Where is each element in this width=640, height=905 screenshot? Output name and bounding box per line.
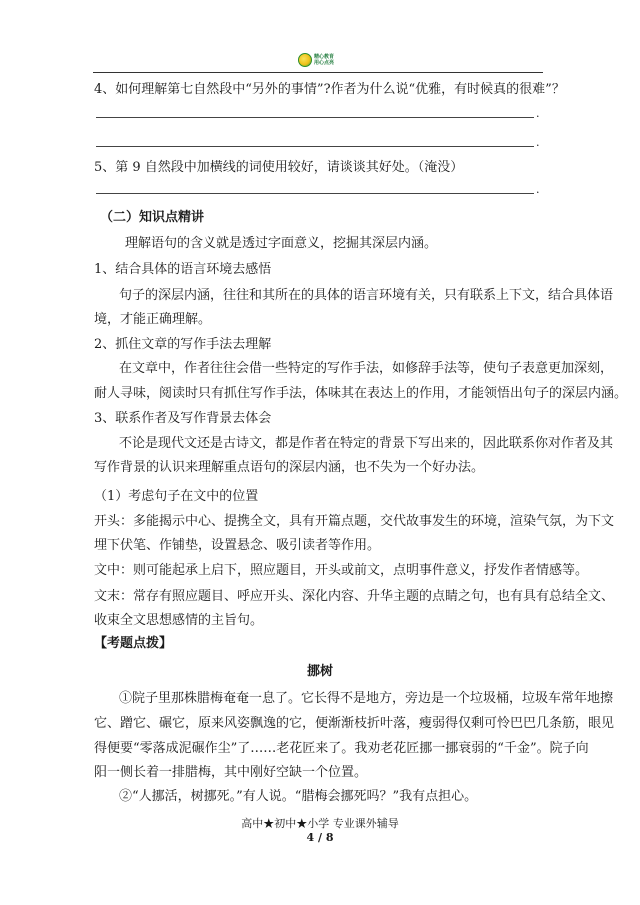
- position-middle-text: 文中：则可能起承上启下，照应题目，开头或前文，点明事件意义，抒发作者情感等。: [94, 563, 589, 578]
- knowledge-item-1-title: 1、结合具体的语言环境去感悟: [94, 262, 272, 277]
- answer-line-q4-2: [96, 146, 534, 147]
- knowledge-item-3-title: 3、联系作者及写作背景去体会: [94, 411, 272, 426]
- answer-line-q4-1: [96, 117, 534, 118]
- knowledge-item-2-text: 在文章中，作者往往会借一些特定的写作手法，如修辞手法等，使句子表意更加深刻，: [119, 361, 614, 376]
- logo-text-line2: 用心点亮: [314, 60, 335, 66]
- header-divider: [93, 72, 543, 73]
- passage-paragraph-2: ②“人挪活，树挪死。”有人说。“腊梅会挪死吗？”我有点担心。: [119, 789, 478, 804]
- question-5: 5、第 9 自然段中加横线的词使用较好，请谈谈其好处。（淹没）: [94, 160, 464, 175]
- answer-line-q5-1: [96, 193, 534, 194]
- knowledge-item-2-text: 耐人寻味，阅读时只有抓住写作手法，体味其在表达上的作用，才能领悟出句子的深层内涵。: [94, 386, 628, 401]
- brand-logo: [298, 52, 344, 68]
- passage-paragraph-1: ①院子里那株腊梅奄奄一息了。它长得不是地方，旁边是一个垃圾桶，垃圾车常年地擦: [119, 691, 614, 706]
- knowledge-item-3-text: 不论是现代文还是古诗文，都是作者在特定的背景下写出来的，因此联系你对作者及其: [119, 436, 614, 451]
- logo-text: [314, 54, 334, 66]
- section-heading-knowledge: （二）知识点精讲: [100, 210, 205, 225]
- question-4: 4、如何理解第七自然段中“另外的事情”?作者为什么说“优雅，有时候真的很难”？: [94, 82, 565, 97]
- answer-line-end-mark: .: [536, 183, 540, 196]
- passage-title: 挪树: [306, 664, 333, 679]
- footer-slogan: 高中★初中★小学 专业课外辅导: [241, 817, 399, 830]
- logo-text-line1: 精心教育: [314, 54, 335, 60]
- section-heading-exam: 【考题点拨】: [94, 636, 173, 651]
- knowledge-item-3-text: 写作背景的认识来理解重点语句的深层内涵，也不失为一个好办法。: [94, 460, 485, 475]
- knowledge-intro: 理解语句的含义就是透过字面意义，挖掘其深层内涵。: [125, 236, 438, 251]
- logo-emblem-icon: [298, 53, 312, 67]
- position-end-text: 收束全文思想感情的主旨句。: [94, 613, 264, 628]
- answer-line-end-mark: .: [536, 107, 540, 120]
- position-start-text: 埋下伏笔、作铺垫，设置悬念、吸引读者等作用。: [94, 538, 381, 553]
- page-number: 4 / 8: [306, 831, 334, 844]
- position-start-text: 开头：多能揭示中心、提携全文，具有开篇点题，交代故事发生的环境，渲染气氛，为下文: [94, 514, 615, 529]
- position-end-text: 文末：常存有照应题目、呼应开头、深化内容、升华主题的点睛之句，也有具有总结全文、: [94, 589, 615, 604]
- passage-paragraph-1: 得便要“零落成泥碾作尘”了……老花匠来了。我劝老花匠挪一挪衰弱的“千金”。院子向: [94, 741, 589, 756]
- passage-paragraph-1: 它、蹭它、碾它，原来风姿飘逸的它，便渐渐枝折叶落，瘦弱得仅剩可怜巴巴几条筋，眼见: [94, 716, 615, 731]
- subsection-title-position: （1）考虑句子在文中的位置: [94, 489, 259, 504]
- passage-paragraph-1: 阳一侧长着一排腊梅，其中刚好空缺一个位置。: [94, 765, 368, 780]
- knowledge-item-1-text: 境，才能正确理解。: [94, 312, 212, 327]
- knowledge-item-2-title: 2、抓住文章的写作手法去理解: [94, 337, 272, 352]
- answer-line-end-mark: .: [536, 136, 540, 149]
- knowledge-item-1-text: 句子的深层内涵，往往和其所在的具体的语言环境有关，只有联系上下文，结合具体语: [119, 288, 614, 303]
